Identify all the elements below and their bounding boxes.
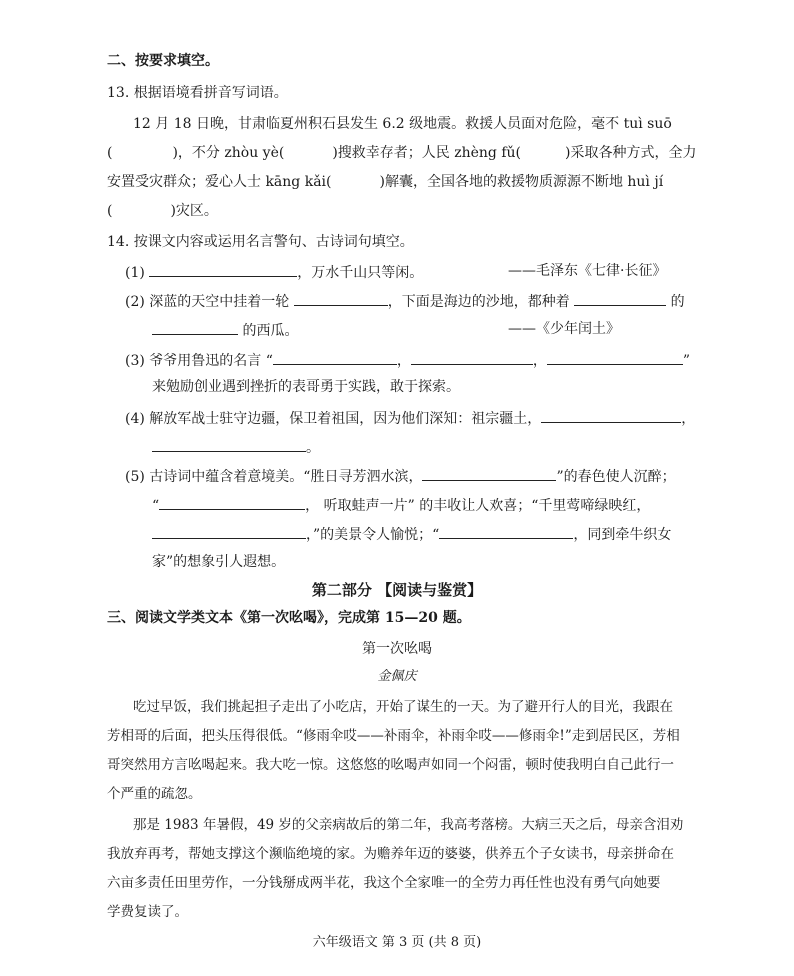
q14-item-2-blank-2[interactable] <box>574 291 666 306</box>
q14-item-4-line-2 <box>152 437 320 457</box>
q13-text-7: )灾区。 <box>170 203 218 219</box>
q14-item-2-number: (2) <box>125 294 145 310</box>
article-para-2-line-2: 我放弃再考，帮她支撑这个濒临绝境的家。为赡养年迈的婆婆，供养五个子女读书，母亲拼命在 <box>107 846 674 862</box>
q14-item-3 <box>125 350 690 370</box>
q13-text-4: )采取各种方式，全力 <box>565 145 697 161</box>
q14-item-4-comma: ， <box>681 411 696 427</box>
q14-item-3-comma-1: ， <box>396 353 411 369</box>
q14-item-4-number: (4) <box>125 411 145 427</box>
q14-item-4-period: 。 <box>306 440 320 456</box>
q14-item-2-text-c: 的 <box>670 294 685 310</box>
q14-prompt: 14. 按课文内容或运用名言警句、古诗词句填空。 <box>107 234 414 250</box>
q13-text-5: 安置受灾群众；爱心人士 kāng kǎi( <box>107 174 332 190</box>
q14-item-1-number: (1) <box>125 265 145 281</box>
q14-item-5-text-f: ，同到牵牛织女 <box>573 527 672 543</box>
article-title: 第一次吆喝 <box>362 641 432 657</box>
q14-item-3-text-a: 爷爷用鲁迅的名言 “ <box>149 353 273 369</box>
q14-item-2-text-b: ，下面是海边的沙地，都种着 <box>387 294 570 310</box>
q14-item-2 <box>125 291 685 311</box>
q14-item-3-number: (3) <box>125 353 145 369</box>
section-2-heading: 二、按要求填空。 <box>107 53 219 69</box>
q14-item-5-text-d: ， 听取蛙声一片” 的丰收让人欢喜；“千里莺啼绿映红， <box>305 498 651 514</box>
q14-item-5-number: (5) <box>125 469 145 485</box>
q13-line-2 <box>107 144 696 162</box>
q13-blank-5-open: ( <box>107 203 113 219</box>
q14-item-5-line-2 <box>152 495 650 515</box>
q13-text-3: )搜救幸存者；人民 zhèng fǔ( <box>332 145 522 161</box>
q14-item-5-line-4: 家”的想象引人遐想。 <box>152 554 286 570</box>
article-para-2-line-3: 六亩多责任田里劳作，一分钱掰成两半花，我这个全家唯一的全劳力再任性也没有勇气向她要 <box>107 875 661 891</box>
q14-item-2-blank-1[interactable] <box>294 291 388 306</box>
q14-item-3-comma-2: ， <box>532 353 547 369</box>
q14-item-4-blank-1[interactable] <box>541 408 681 423</box>
q13-prompt: 13. 根据语境看拼音写词语。 <box>107 85 288 101</box>
article-para-1-line-1: 吃过早饭，我们挑起担子走出了小吃店，开始了谋生的一天。为了避开行人的目光，我跟在 <box>133 699 673 715</box>
q13-line-3 <box>107 173 663 191</box>
q14-item-5 <box>125 466 676 486</box>
q13-text-2: )，不分 zhòu yè( <box>172 145 285 161</box>
part-2-heading: 第二部分 【阅读与鉴赏】 <box>311 581 483 599</box>
q14-item-2-blank-3[interactable] <box>152 320 238 335</box>
q14-item-5-blank-3[interactable] <box>152 524 306 539</box>
article-para-1-line-4: 个严重的疏忽。 <box>107 786 202 802</box>
q14-item-5-text-e: ，”的美景令人愉悦；“ <box>306 527 440 543</box>
q14-item-5-line-3 <box>152 524 671 544</box>
q14-item-5-blank-4[interactable] <box>439 524 573 539</box>
article-para-1-line-3: 哥突然用方言吆喝起来。我大吃一惊。这悠悠的吆喝声如同一个闷雷，顿时使我明白自己此行一 <box>107 757 674 773</box>
q14-item-2-text-d: 的西瓜。 <box>242 323 299 339</box>
q14-item-3-line-2: 来勉励创业遇到挫折的表哥勇于实践，敢于探索。 <box>152 379 460 395</box>
q13-line-1: 12 月 18 日晚，甘肃临夏州积石县发生 6.2 级地震。救援人员面对危险，毫不 tuì suō <box>133 116 672 132</box>
q13-line-4 <box>107 202 218 220</box>
section-3-heading: 三、阅读文学类文本《第一次吆喝》，完成第 15—20 题。 <box>107 610 471 626</box>
q14-item-5-blank-2[interactable] <box>159 495 305 510</box>
q14-item-3-quote-close: ” <box>682 353 691 369</box>
q14-item-1 <box>125 262 423 282</box>
article-author: 金佩庆 <box>377 669 417 684</box>
q14-item-3-blank-2[interactable] <box>411 350 533 365</box>
q14-item-5-text-b: ”的春色使人沉醉； <box>556 469 676 485</box>
q14-item-1-source: ——毛泽东《七律·长征》 <box>508 263 667 279</box>
q14-item-2-source: ——《少年闰土》 <box>508 321 620 337</box>
q13-blank-1-open: ( <box>107 145 113 161</box>
q14-item-1-text: ，万水千山只等闲。 <box>297 265 424 281</box>
article-para-2-line-1: 那是 1983 年暑假，49 岁的父亲病故后的第二年，我高考落榜。大病三天之后，母亲含泪劝 <box>133 817 684 833</box>
q13-text-6: )解囊，全国各地的救援物质源源不断地 huì jí <box>379 174 664 190</box>
q14-item-4-blank-2[interactable] <box>152 437 306 452</box>
q14-item-5-text-a: 古诗词中蕴含着意境美。“胜日寻芳泗水滨， <box>149 469 423 485</box>
q14-item-5-blank-1[interactable] <box>422 466 556 481</box>
article-para-2-line-4: 学费复读了。 <box>107 904 188 920</box>
page-footer: 六年级语文 第 3 页 (共 8 页) <box>312 935 482 950</box>
q14-item-5-quote-open: “ <box>152 498 160 514</box>
q14-item-4 <box>125 408 695 428</box>
q14-item-2-text-a: 深蓝的天空中挂着一轮 <box>149 294 290 310</box>
q14-item-1-blank[interactable] <box>149 262 297 277</box>
q14-item-4-text-a: 解放军战士驻守边疆，保卫着祖国，因为他们深知：祖宗疆土， <box>149 411 542 427</box>
q14-item-3-blank-1[interactable] <box>273 350 397 365</box>
article-para-1-line-2: 芳相哥的后面，把头压得很低。“修雨伞哎——补雨伞，补雨伞哎——修雨伞!”走到居民区，芳相 <box>107 728 680 744</box>
q14-item-2-line-2 <box>152 320 298 340</box>
q14-item-3-blank-3[interactable] <box>547 350 683 365</box>
